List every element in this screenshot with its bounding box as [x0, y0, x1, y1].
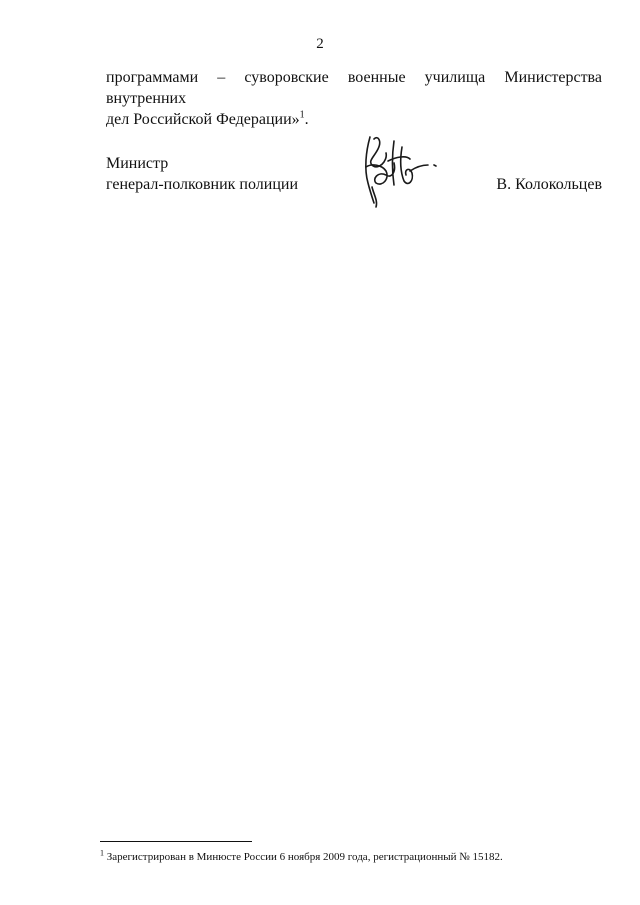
handwritten-signature — [352, 131, 442, 211]
footnote — [100, 850, 600, 864]
page-number: 2 — [316, 36, 324, 52]
footnote-separator — [100, 841, 252, 842]
footnote-mark: 1 — [100, 848, 104, 858]
footnote-reference: 1 — [299, 109, 305, 121]
footnote-text: Зарегистрирован в Минюсте России 6 ноября 2009 года, регистрационный № 15182. — [104, 851, 503, 863]
signatory-name: В. Колокольцев — [496, 176, 602, 193]
body-line-2-text: дел Российской Федерации» — [106, 111, 300, 128]
body-line-2 — [106, 109, 602, 130]
signature-block — [106, 153, 602, 223]
signatory-rank: генерал-полковник полиции — [106, 176, 299, 193]
body-paragraph — [106, 67, 602, 130]
body-line-1: программами – суворовские военные училища Министерства внутренних — [106, 69, 602, 107]
body-line-2-end: . — [304, 111, 309, 128]
signatory-title: Министр — [106, 155, 169, 172]
